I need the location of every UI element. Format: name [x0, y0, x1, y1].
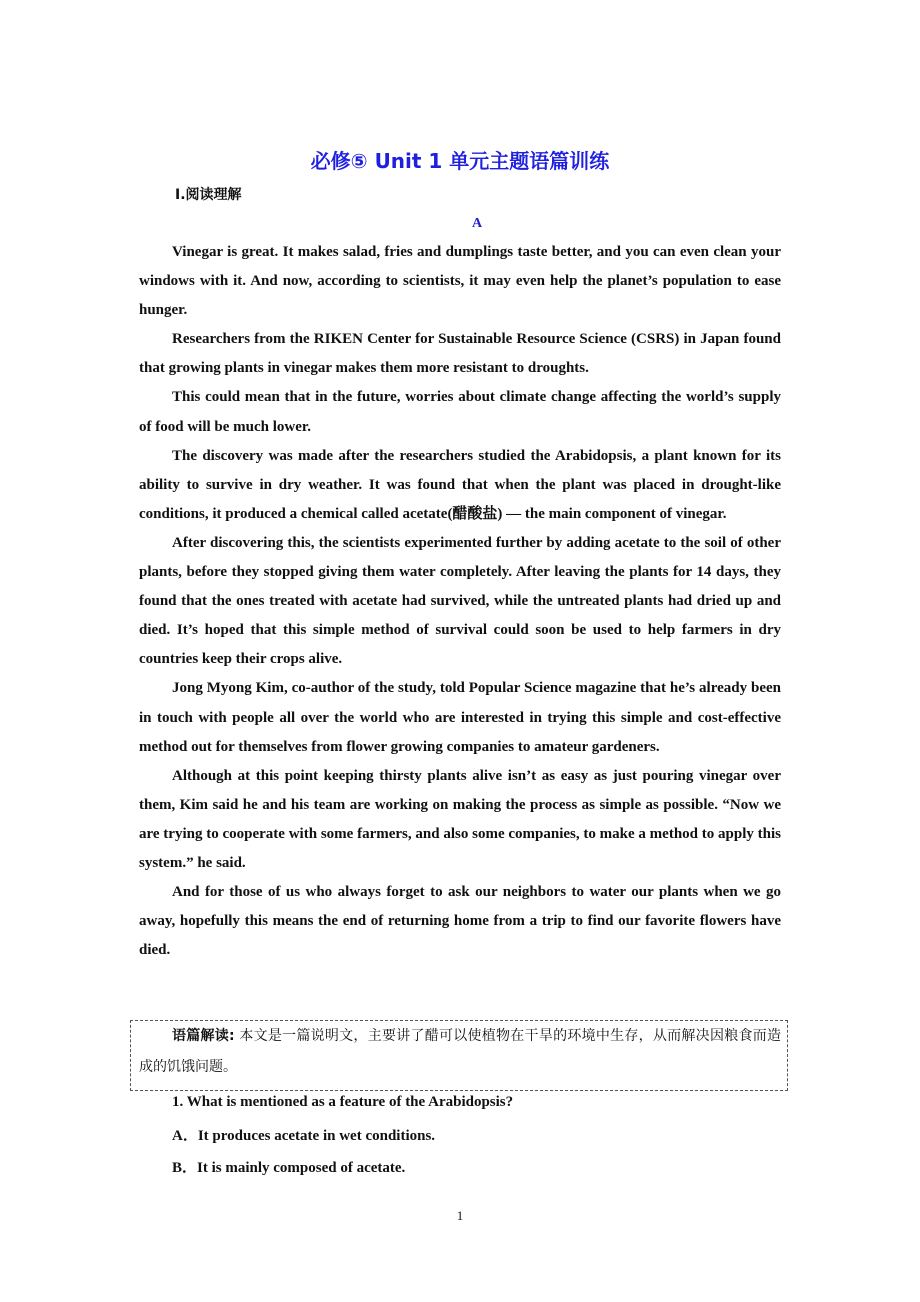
page-title: 必修⑤ Unit 1 单元主题语篇训练	[310, 149, 610, 173]
question-stem: 1. What is mentioned as a feature of the Arabidopsis?	[172, 1094, 514, 1110]
paragraph: After discovering this, the scientists experimented further by adding acetate to the soil of other plants, before they stopped giving them water completely. After leaving the plants for 14 days, they found that the ones treated with acetate had survived, while the untreated plants had dried up and died. It’s hoped that this simple method of survival could soon be used to help farmers in dry countries keep their crops alive.	[139, 534, 781, 668]
paragraph: This could mean that in the future, worries about climate change affecting the world’s supply of food will be much lower.	[139, 389, 781, 435]
page-number: 1	[456, 1208, 464, 1223]
paragraph: The discovery was made after the researchers studied the Arabidopsis, a plant known for its ability to survive in dry weather. It was found that when the plant was placed in drought-like conditions, it produced a chemical called acetate(醋酸盐) — the main component of vinegar.	[139, 447, 781, 522]
passage-body	[139, 238, 781, 965]
passage-label: A	[471, 216, 483, 231]
summary-content: 本文是一篇说明文，主要讲了醋可以使植物在干旱的环境中生存，从而解决因粮食而造成的饥饿问题。	[139, 1028, 781, 1075]
paragraph: Jong Myong Kim, co-author of the study, told Popular Science magazine that he’s already been in touch with people all over the world who are interested in trying this simple and cost-effective method out for themselves from flower growing companies to amateur gardeners.	[139, 680, 781, 755]
paragraph: Researchers from the RIKEN Center for Sustainable Resource Science (CSRS) in Japan found that growing plants in vinegar makes them more resistant to droughts.	[139, 331, 781, 377]
summary-label: 语篇解读:	[172, 1028, 235, 1044]
paragraph: Vinegar is great. It makes salad, fries and dumplings taste better, and you can even clean your windows with it. And now, according to scientists, it may even help the planet’s population to ease hunger.	[139, 244, 781, 319]
option-a: A．It produces acetate in wet conditions.	[172, 1128, 436, 1144]
section-heading: Ⅰ.阅读理解	[175, 187, 242, 203]
paragraph: Although at this point keeping thirsty plants alive isn’t as easy as just pouring vinegar over them, Kim said he and his team are working on making the process as simple as possible. “Now we are trying to cooperate with some farmers, and also some companies, to make a method to apply this system.” he said.	[139, 767, 781, 871]
option-b: B．It is mainly composed of acetate.	[172, 1160, 406, 1176]
paragraph: And for those of us who always forget to ask our neighbors to water our plants when we go away, hopefully this means the end of returning home from a trip to find our favorite flowers have died.	[139, 884, 781, 959]
summary-text	[139, 1021, 781, 1083]
